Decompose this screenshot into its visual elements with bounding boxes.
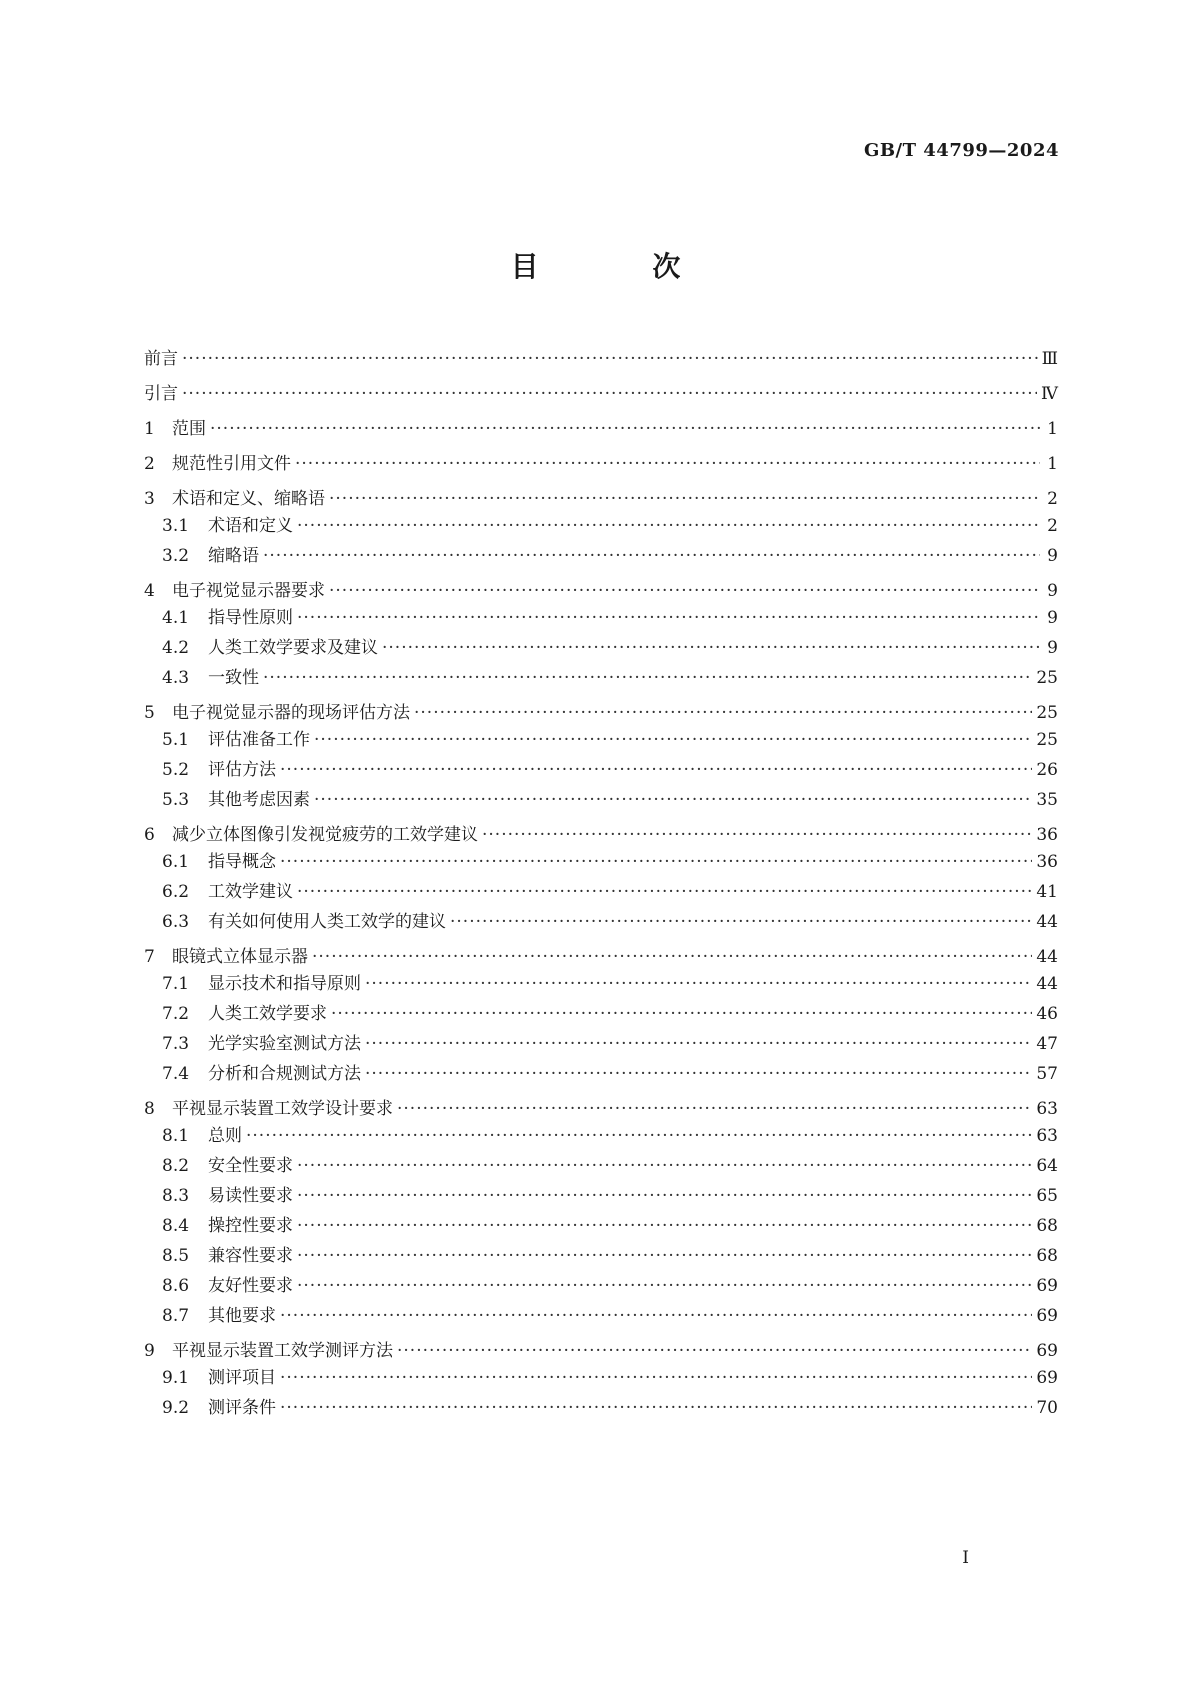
toc-leader-dots: [297, 882, 1032, 902]
toc-entry-title: 光学实验室测试方法: [208, 1034, 361, 1054]
toc-entry-number: 8.7: [162, 1306, 190, 1326]
toc-entry-number: 3.2: [162, 546, 190, 566]
toc-entry-page: 25: [1036, 703, 1058, 723]
toc-entry-title: 规范性引用文件: [172, 454, 291, 474]
toc-entry-number: 1: [144, 419, 155, 439]
toc-entry-page: 65: [1036, 1186, 1058, 1206]
toc-leader-dots: [297, 608, 1040, 628]
toc-entry-title: 平视显示装置工效学测评方法: [172, 1341, 393, 1361]
toc-leader-dots: [329, 581, 1040, 601]
toc-entry-page: 69: [1036, 1341, 1058, 1361]
toc-entry-number: 4.2: [162, 638, 190, 658]
toc-entry-number: 5.1: [162, 730, 190, 750]
toc-entry-title: 易读性要求: [208, 1186, 293, 1206]
toc-entry-title: 其他考虑因素: [208, 790, 310, 810]
toc-entry[interactable]: [144, 1271, 1058, 1296]
toc-entry-number: 3.1: [162, 516, 190, 536]
toc-entry-page: 9: [1047, 638, 1058, 658]
toc-entry-page: 25: [1036, 730, 1058, 750]
toc-entry[interactable]: [144, 1211, 1058, 1236]
toc-entry[interactable]: [144, 877, 1058, 902]
toc-entry-page: 70: [1036, 1398, 1058, 1418]
toc-entry[interactable]: [144, 969, 1058, 994]
toc-entry[interactable]: [144, 576, 1058, 601]
toc-entry-title: 总则: [208, 1126, 242, 1146]
toc-entry-title: 评估方法: [208, 760, 276, 780]
toc-entry[interactable]: [144, 1029, 1058, 1054]
toc-leader-dots: [297, 1246, 1032, 1266]
toc-entry-page: 2: [1047, 489, 1058, 509]
toc-entry[interactable]: [144, 511, 1058, 536]
toc-entry[interactable]: [144, 379, 1058, 404]
toc-entry-title: 一致性: [208, 668, 259, 688]
toc-entry-title: 测评条件: [208, 1398, 276, 1418]
toc-entry[interactable]: [144, 484, 1058, 509]
toc-entry-number: 8.2: [162, 1156, 190, 1176]
toc-leader-dots: [182, 349, 1038, 369]
toc-entry[interactable]: [144, 1059, 1058, 1084]
toc-entry-number: 9.2: [162, 1398, 190, 1418]
toc-entry-title: 平视显示装置工效学设计要求: [172, 1099, 393, 1119]
toc-leader-dots: [297, 1186, 1032, 1206]
toc-entry-title: 显示技术和指导原则: [208, 974, 361, 994]
toc-entry-page: 1: [1047, 419, 1058, 439]
toc-title: 目 次: [510, 250, 733, 283]
toc-entry-title: 评估准备工作: [208, 730, 310, 750]
toc-entry[interactable]: [144, 785, 1058, 810]
toc-entry-page: 9: [1047, 546, 1058, 566]
toc-entry-title: 兼容性要求: [208, 1246, 293, 1266]
toc-entry[interactable]: [144, 449, 1058, 474]
toc-leader-dots: [280, 1368, 1032, 1388]
toc-entry-page: 69: [1036, 1368, 1058, 1388]
toc-entry-number: 6: [144, 825, 155, 845]
toc-entry-title: 其他要求: [208, 1306, 276, 1326]
toc-entry-page: 57: [1036, 1064, 1058, 1084]
toc-entry[interactable]: [144, 541, 1058, 566]
toc-entry[interactable]: [144, 414, 1058, 439]
toc-entry-title: 测评项目: [208, 1368, 276, 1388]
toc-entry-number: 8.4: [162, 1216, 190, 1236]
toc-entry-title: 减少立体图像引发视觉疲劳的工效学建议: [172, 825, 478, 845]
toc-entry-page: 41: [1036, 882, 1058, 902]
toc-entry-page: 36: [1036, 825, 1058, 845]
toc-entry[interactable]: [144, 820, 1058, 845]
page-number: I: [962, 1548, 969, 1568]
toc-leader-dots: [297, 1276, 1032, 1296]
toc-entry-page: 63: [1036, 1126, 1058, 1146]
toc-leader-dots: [331, 1004, 1032, 1024]
toc-entry-page: 9: [1047, 581, 1058, 601]
toc-entry-page: 44: [1036, 947, 1058, 967]
toc-entry-number: 8.6: [162, 1276, 190, 1296]
toc-entry-page: 9: [1047, 608, 1058, 628]
toc-leader-dots: [329, 489, 1040, 509]
toc-entry-number: 8.5: [162, 1246, 190, 1266]
toc-leader-dots: [280, 1398, 1032, 1418]
toc-leader-dots: [365, 1064, 1032, 1084]
toc-entry-number: 9.1: [162, 1368, 190, 1388]
toc-entry-page: Ⅳ: [1041, 384, 1058, 404]
toc-entry[interactable]: [144, 725, 1058, 750]
toc-entry[interactable]: [144, 1336, 1058, 1361]
toc-leader-dots: [297, 1156, 1032, 1176]
toc-leader-dots: [263, 546, 1040, 566]
toc-entry-page: 1: [1047, 454, 1058, 474]
toc-entry-title: 指导概念: [208, 852, 276, 872]
toc-entry-title: 术语和定义: [208, 516, 293, 536]
toc-entry[interactable]: [144, 847, 1058, 872]
toc-entry-title: 工效学建议: [208, 882, 293, 902]
toc-entry-page: 46: [1036, 1004, 1058, 1024]
toc-entry-title: 缩略语: [208, 546, 259, 566]
toc-entry-page: 44: [1036, 974, 1058, 994]
toc-entry-title: 前言: [144, 349, 178, 369]
toc-entry-number: 7.2: [162, 1004, 190, 1024]
toc-entry-number: 7: [144, 947, 155, 967]
toc-entry-page: 68: [1036, 1246, 1058, 1266]
toc-entry-page: 35: [1036, 790, 1058, 810]
toc-entry-number: 4.3: [162, 668, 190, 688]
toc-entry-title: 人类工效学要求: [208, 1004, 327, 1024]
toc-entry-title: 术语和定义、缩略语: [172, 489, 325, 509]
toc-entry[interactable]: [144, 603, 1058, 628]
toc-entry[interactable]: [144, 633, 1058, 658]
toc-entry-page: 63: [1036, 1099, 1058, 1119]
toc-entry[interactable]: [144, 1121, 1058, 1146]
toc-entry-number: 6.1: [162, 852, 190, 872]
toc-entry-number: 7.1: [162, 974, 190, 994]
toc-entry[interactable]: [144, 1363, 1058, 1388]
toc-entry[interactable]: [144, 1151, 1058, 1176]
toc-entry-page: 36: [1036, 852, 1058, 872]
toc-entry[interactable]: [144, 663, 1058, 688]
toc-entry[interactable]: [144, 907, 1058, 932]
toc-leader-dots: [297, 1216, 1032, 1236]
toc-entry[interactable]: [144, 755, 1058, 780]
toc-leader-dots: [382, 638, 1040, 658]
toc-leader-dots: [182, 384, 1037, 404]
toc-entry-number: 2: [144, 454, 155, 474]
toc-entry-page: 64: [1036, 1156, 1058, 1176]
toc-entry-number: 6.3: [162, 912, 190, 932]
toc-leader-dots: [414, 703, 1032, 723]
toc-entry[interactable]: [144, 1301, 1058, 1326]
toc-entry-title: 分析和合规测试方法: [208, 1064, 361, 1084]
toc-entry-title: 友好性要求: [208, 1276, 293, 1296]
toc-entry-number: 4: [144, 581, 155, 601]
toc-entry-number: 8.3: [162, 1186, 190, 1206]
toc-leader-dots: [314, 730, 1032, 750]
toc-entry-number: 5.2: [162, 760, 190, 780]
toc-leader-dots: [210, 419, 1040, 439]
toc-entry-page: 69: [1036, 1276, 1058, 1296]
standard-code: GB/T 44799—2024: [863, 140, 1059, 161]
toc-entry-page: 25: [1036, 668, 1058, 688]
toc-leader-dots: [312, 947, 1032, 967]
toc-entry[interactable]: [144, 1094, 1058, 1119]
toc-entry-page: 47: [1036, 1034, 1058, 1054]
toc-entry[interactable]: [144, 344, 1058, 369]
toc-entry-page: 26: [1036, 760, 1058, 780]
toc-entry-title: 引言: [144, 384, 178, 404]
toc-entry-number: 4.1: [162, 608, 190, 628]
toc-entry-number: 7.3: [162, 1034, 190, 1054]
toc-leader-dots: [365, 974, 1032, 994]
toc-leader-dots: [314, 790, 1032, 810]
toc-entry-page: 44: [1036, 912, 1058, 932]
toc-leader-dots: [297, 516, 1040, 536]
toc-leader-dots: [246, 1126, 1032, 1146]
toc-entry-page: Ⅲ: [1041, 349, 1058, 369]
toc-entry-title: 人类工效学要求及建议: [208, 638, 378, 658]
toc-entry-number: 6.2: [162, 882, 190, 902]
toc-entry-number: 7.4: [162, 1064, 190, 1084]
toc-entry-title: 电子视觉显示器的现场评估方法: [172, 703, 410, 723]
toc-entry-number: 5: [144, 703, 155, 723]
toc-entry[interactable]: [144, 999, 1058, 1024]
toc-entry-number: 3: [144, 489, 155, 509]
toc-leader-dots: [397, 1341, 1032, 1361]
toc-entry-title: 电子视觉显示器要求: [172, 581, 325, 601]
toc-leader-dots: [280, 760, 1032, 780]
toc-leader-dots: [295, 454, 1040, 474]
toc-leader-dots: [450, 912, 1032, 932]
toc-entry[interactable]: [144, 698, 1058, 723]
toc-entry[interactable]: [144, 942, 1058, 967]
toc-entry[interactable]: [144, 1181, 1058, 1206]
toc-entry-title: 范围: [172, 419, 206, 439]
toc-entry-number: 8: [144, 1099, 155, 1119]
toc-leader-dots: [397, 1099, 1032, 1119]
toc-leader-dots: [280, 852, 1032, 872]
toc-entry[interactable]: [144, 1393, 1058, 1418]
toc-entry-number: 8.1: [162, 1126, 190, 1146]
toc-entry-title: 安全性要求: [208, 1156, 293, 1176]
toc-entry-number: 5.3: [162, 790, 190, 810]
toc-entry-page: 69: [1036, 1306, 1058, 1326]
toc-leader-dots: [365, 1034, 1032, 1054]
toc-entry-title: 眼镜式立体显示器: [172, 947, 308, 967]
toc-entry-page: 68: [1036, 1216, 1058, 1236]
toc-entry-page: 2: [1047, 516, 1058, 536]
toc-leader-dots: [280, 1306, 1032, 1326]
toc-entry-number: 9: [144, 1341, 155, 1361]
toc-entry[interactable]: [144, 1241, 1058, 1266]
toc-entry-title: 指导性原则: [208, 608, 293, 628]
toc-leader-dots: [263, 668, 1032, 688]
toc-leader-dots: [482, 825, 1032, 845]
toc-entry-title: 操控性要求: [208, 1216, 293, 1236]
toc-entry-title: 有关如何使用人类工效学的建议: [208, 912, 446, 932]
